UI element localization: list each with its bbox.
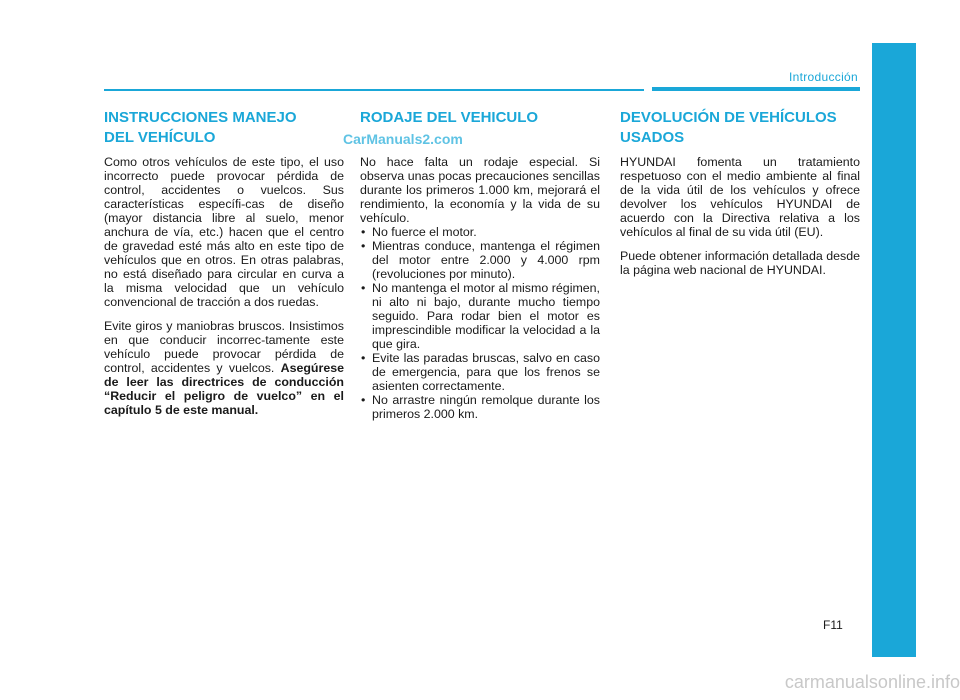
section-heading: INSTRUCCIONES MANEJO DEL VEHÍCULO [104,109,297,146]
page-number: F11 [823,618,843,632]
list-item: • No mantenga el motor al mismo régimen, ni alto ni bajo, durante mucho tiempo seguido. Para rodar bien el motor es imprescindible modificar la velocidad a la que gira. [360,281,600,351]
header-rule-thick [652,87,860,91]
list-item: • Mientras conduce, mantenga el régimen del motor entre 2.000 y 4.000 rpm (revoluciones por minuto). [360,239,600,281]
footer-watermark: carmanualsonline.info [784,672,960,692]
section-heading: RODAJE DEL VEHICULO [360,109,539,126]
chapter-title: Introducción [789,70,858,84]
list-item: • No fuerce el motor. [360,225,600,239]
paragraph-warning: Evite giros y maniobras bruscos. Insistimos en que conducir incorrec-tamente este vehículo puede provocar pérdida de control, accidentes y vuelcos. Asegúrese de leer las directrices de conducción “Reducir el peligro de vuelco” en el capítulo 5 de este manual. [104,319,344,417]
paragraph: Puede obtener información detallada desde la página web nacional de HYUNDAI. [620,249,860,277]
bullet-list [360,225,600,421]
paragraph: Como otros vehículos de este tipo, el uso incorrecto puede provocar pérdida de control, accidentes o vuelcos. Sus características específi-cas de diseño (mayor distancia libre al suelo, menor anchura de vía, etc.) hacen que el centro de gravedad esté más alto en este tipo de vehículos que en otros. En otras palabras, no está diseñado para circular en curva a la misma velocidad que un vehículo convencional de tracción a dos ruedas. [104,155,344,309]
section-devolucion [620,108,860,287]
paragraph: No hace falta un rodaje especial. Si observa unas pocas precauciones sencillas durante los primeros 1.000 km, mejorará el rendimiento, la economía y la vida de su vehículo. [360,155,600,225]
site-watermark: CarManuals2.com [343,131,463,147]
list-item: • No arrastre ningún remolque durante los primeros 2.000 km. [360,393,600,421]
section-heading: DEVOLUCIÓN DE VEHÍCULOS USADOS [620,109,837,146]
paragraph: HYUNDAI fomenta un tratamiento respetuoso con el medio ambiente al final de la vida útil de los vehículos y ofrece devolver los vehículos HYUNDAI de acuerdo con la Directiva relativa a los vehículos al final de su vida útil (EU). [620,155,860,239]
section-rodaje [360,108,600,421]
list-item: • Evite las paradas bruscas, salvo en caso de emergencia, para que los frenos se asienten correctamente. [360,351,600,393]
bold-warning: Asegúrese de leer las directrices de conducción “Reducir el peligro de vuelco” en el capítulo 5 de este manual. [104,361,344,417]
section-instrucciones [104,108,344,427]
header-rule [104,89,644,91]
chapter-tab-bar [872,43,916,657]
